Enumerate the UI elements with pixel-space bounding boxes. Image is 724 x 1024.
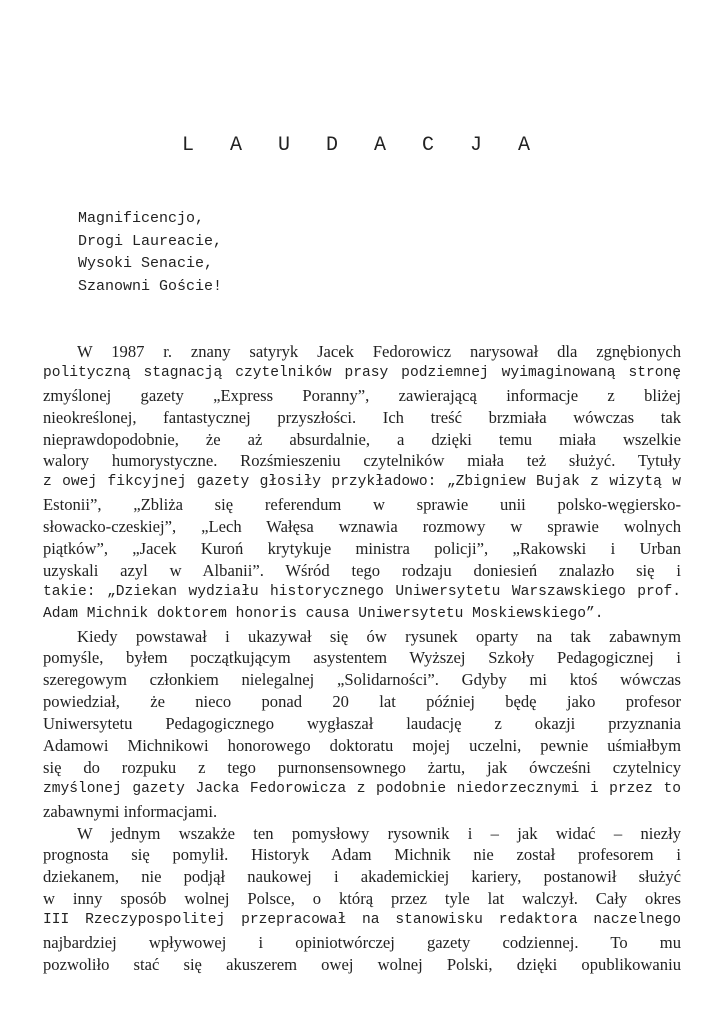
text-line: polityczną stagnacją czytelników prasy podziemnej wyimaginowaną stronę (43, 364, 681, 381)
text-line: Adam Michnik doktorem honoris causa Uniwersytetu Moskiewskiego”. (43, 605, 604, 622)
text-line: Estonii”, „Zbliża się referendum w sprawie unii polsko-węgiersko- (43, 495, 681, 515)
text-line: nieprawdopodobnie, że aż absurdalnie, a dzięki temu miała wszelkie (43, 429, 681, 449)
text-line: III Rzeczypospolitej przepracował na stanowisku redaktora naczelnego (43, 912, 681, 929)
page-title: L A U D A C J A (181, 134, 543, 157)
text-line: Uniwersytetu Pedagogicznego wygłaszał laudację z okazji przyznania (43, 714, 681, 734)
greeting (78, 208, 222, 298)
text-line: W 1987 r. znany satyryk Jacek Fedorowicz narysował dla zgnębionych (77, 342, 681, 361)
text-line: słowacko-czeskiej”, „Lech Wałęsa wznawia rozmowy w sprawie wolnych (43, 517, 681, 537)
greeting-line: Drogi Laureacie, (78, 232, 223, 250)
greeting-line: Magnificencjo, (78, 210, 205, 227)
greeting-line: Szanowni Goście! (78, 277, 223, 295)
text-line: piątków”, „Jacek Kuroń krytykuje ministra policji”, „Rakowski i Urban (43, 539, 681, 559)
text-line: z owej fikcyjnej gazety głosiły przykładowo: „Zbigniew Bujak z wizytą w (43, 474, 681, 491)
text-line: prognosta się pomylił. Historyk Adam Michnik nie został profesorem i (43, 845, 681, 865)
text-line: powiedział, że nieco ponad 20 lat później będę jako profesor (43, 692, 681, 712)
text-line: zmyślonej gazety Jacka Fedorowicza z podobnie niedorzecznymi i przez to (43, 780, 681, 797)
text-line: szeregowym członkiem nielegalnej „Solidarności”. Gdyby mi ktoś wówczas (43, 670, 681, 690)
greeting-line: Wysoki Senacie, (78, 255, 214, 272)
text-line: Adamowi Michnikowi honorowego doktoratu mojej uczelni, pewnie uśmiałbym (43, 736, 681, 756)
text-line: dziekanem, nie podjął naukowej i akademickiej kariery, postanowił służyć (43, 867, 681, 887)
text-line: pozwoliło stać się akuszerem owej wolnej Polski, dzięki opublikowaniu (43, 954, 681, 974)
text-line: w inny sposób wolnej Polsce, o którą przez tyle lat walczył. Cały okres (43, 889, 681, 909)
text-line: zabawnymi informacjami. (43, 801, 218, 821)
text-line: W jednym wszakże ten pomysłowy rysownik i – jak widać – niezły (77, 823, 681, 843)
text-line: zmyślonej gazety „Express Poranny”, zawierającą informacje z bliżej (43, 385, 681, 405)
text-line: najbardziej wpływowej i opiniotwórczej gazety codziennej. To mu (43, 933, 681, 953)
text-line: uzyskali azyl w Albanii”. Wśród tego rodzaju doniesień znalazło się i (43, 560, 681, 580)
text-line: pomyśle, byłem początkującym asystentem Wyższej Szkoły Pedagogicznej i (43, 648, 681, 668)
text-line: Kiedy powstawał i ukazywał się ów rysunek oparty na tak zabawnym (77, 626, 681, 646)
text-line: walory humorystyczne. Rozśmieszeniu czytelników miała też służyć. Tytuły (43, 451, 681, 471)
body-text (43, 341, 681, 976)
text-line: takie: „Dziekan wydziału historycznego Uniwersytetu Warszawskiego prof. (43, 583, 681, 600)
text-line: się do rozpuku z tego purnonsensownego żartu, jak ówcześni czytelnicy (43, 757, 681, 777)
text-line: nieokreślonej, fantastycznej przyszłości. Ich treść brzmiała wówczas tak (43, 407, 681, 427)
